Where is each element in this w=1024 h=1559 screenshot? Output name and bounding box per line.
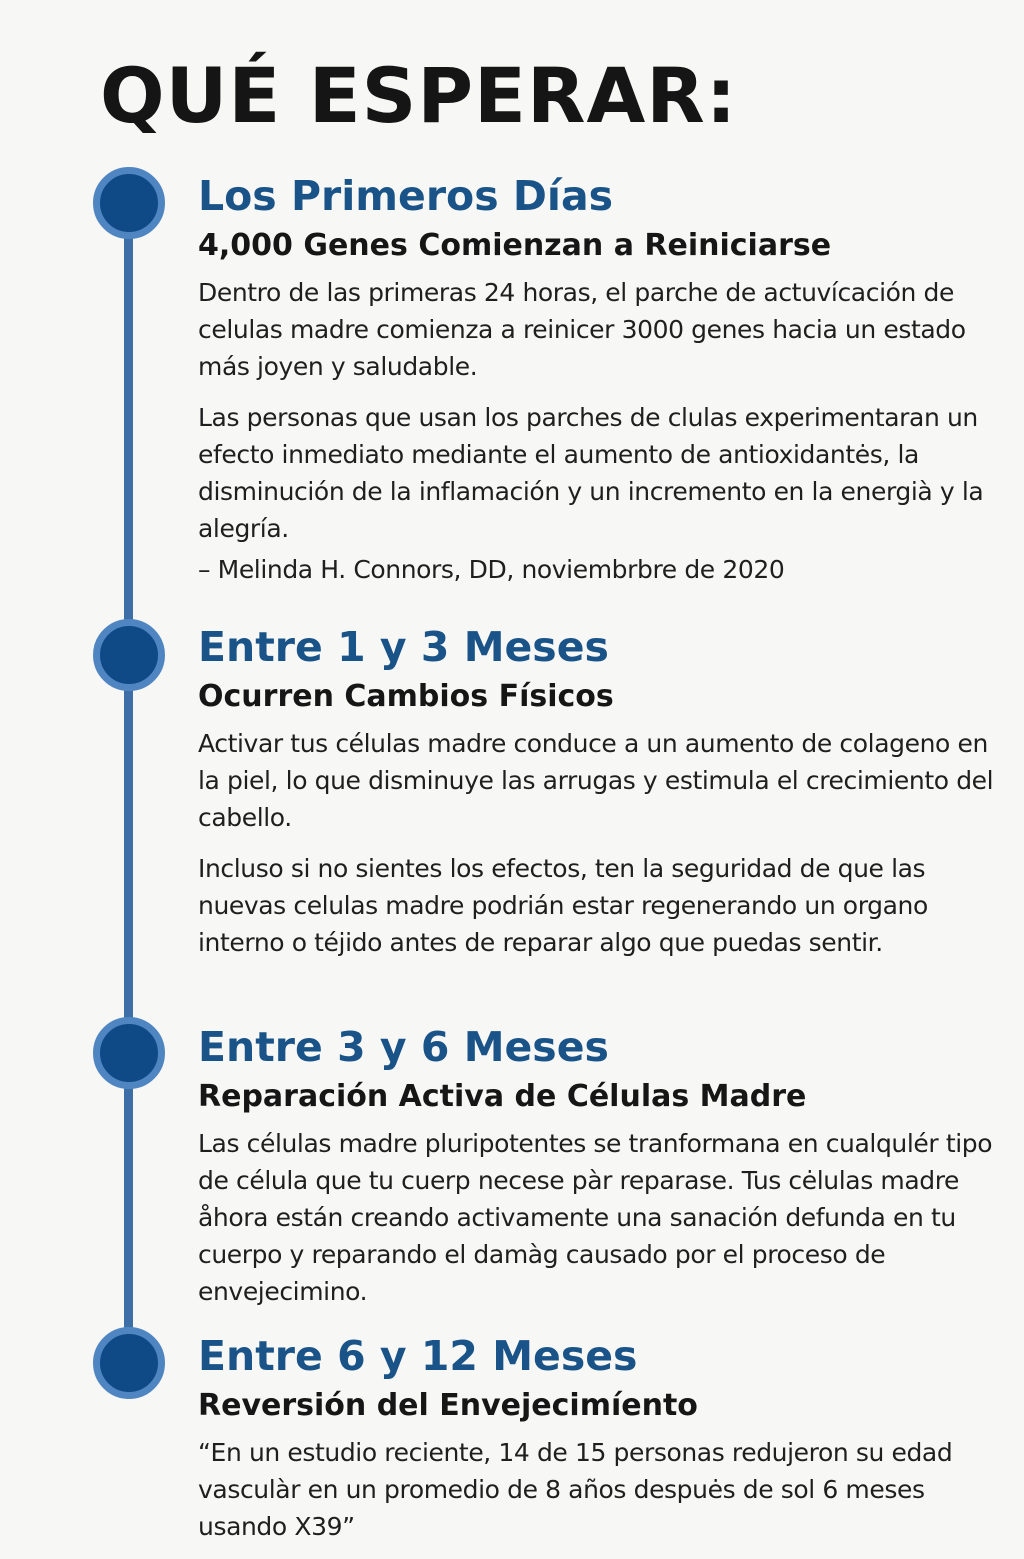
stage-paragraph: Incluso si no sientes los efectos, ten la seguridad de que las nuevas celulas madre podrián estar regenerando un organo interno o téjido antes de reparar algo que puedas sentir. bbox=[198, 854, 928, 957]
stage-subheading: 4,000 Genes Comienzan a Reiniciarse bbox=[198, 228, 832, 263]
stage-3-6-months bbox=[198, 1019, 998, 1324]
stage-paragraph: Activar tus células madre conduce a un aumento de colageno en la piel, lo que disminuye las arrugas y estimula el crecimiento del cabello. bbox=[198, 729, 994, 832]
stage-1-3-months bbox=[198, 619, 998, 975]
stage-first-days bbox=[198, 168, 998, 588]
stage-heading: Los Primeros Días bbox=[198, 172, 614, 220]
timeline-dot-icon bbox=[93, 619, 165, 691]
stage-subheading: Ocurren Cambios Físicos bbox=[198, 679, 614, 714]
stage-subheading: Reparación Activa de Células Madre bbox=[198, 1079, 807, 1114]
page-title: QUÉ ESPERAR: bbox=[100, 51, 738, 140]
timeline-dot-icon bbox=[93, 167, 165, 239]
stage-citation: – Melinda H. Connors, DD, noviembrbre de 2020 bbox=[198, 555, 785, 584]
stage-6-12-months bbox=[198, 1328, 998, 1559]
stage-heading: Entre 6 y 12 Meses bbox=[198, 1332, 638, 1380]
timeline-line bbox=[124, 200, 133, 1360]
stage-paragraph: Las células madre pluripotentes se tranformana en cualqulér tipo de célula que tu cuerp necese pàr reparase. Tus cėlulas madre åhora están creando activamente una sanación defunda en tu cuerpo y reparando el damàg causado por el proceso de envejecimino. bbox=[198, 1129, 993, 1306]
timeline-dot-icon bbox=[93, 1327, 165, 1399]
stage-subheading: Reversión del Envejecimíento bbox=[198, 1388, 698, 1423]
stage-paragraph: Las personas que usan los parches de clulas experimentaran un efecto inmediato mediante el aumento de antioxidantės, la disminución de la inflamación y un incremento en la energià y la alegría. bbox=[198, 403, 984, 543]
timeline-dot-icon bbox=[93, 1017, 165, 1089]
stage-paragraph: Dentro de las primeras 24 horas, el parche de actuvícación de celulas madre comienza a reinicer 3000 genes hacia un estado más joyen y saludable. bbox=[198, 278, 966, 381]
stage-heading: Entre 3 y 6 Meses bbox=[198, 1023, 609, 1071]
stage-quote: “En un estudio reciente, 14 de 15 personas redujeron su edad vasculàr en un promedio de 8 años despuės de sol 6 meses usando X39” bbox=[198, 1438, 953, 1541]
stage-heading: Entre 1 y 3 Meses bbox=[198, 623, 609, 671]
